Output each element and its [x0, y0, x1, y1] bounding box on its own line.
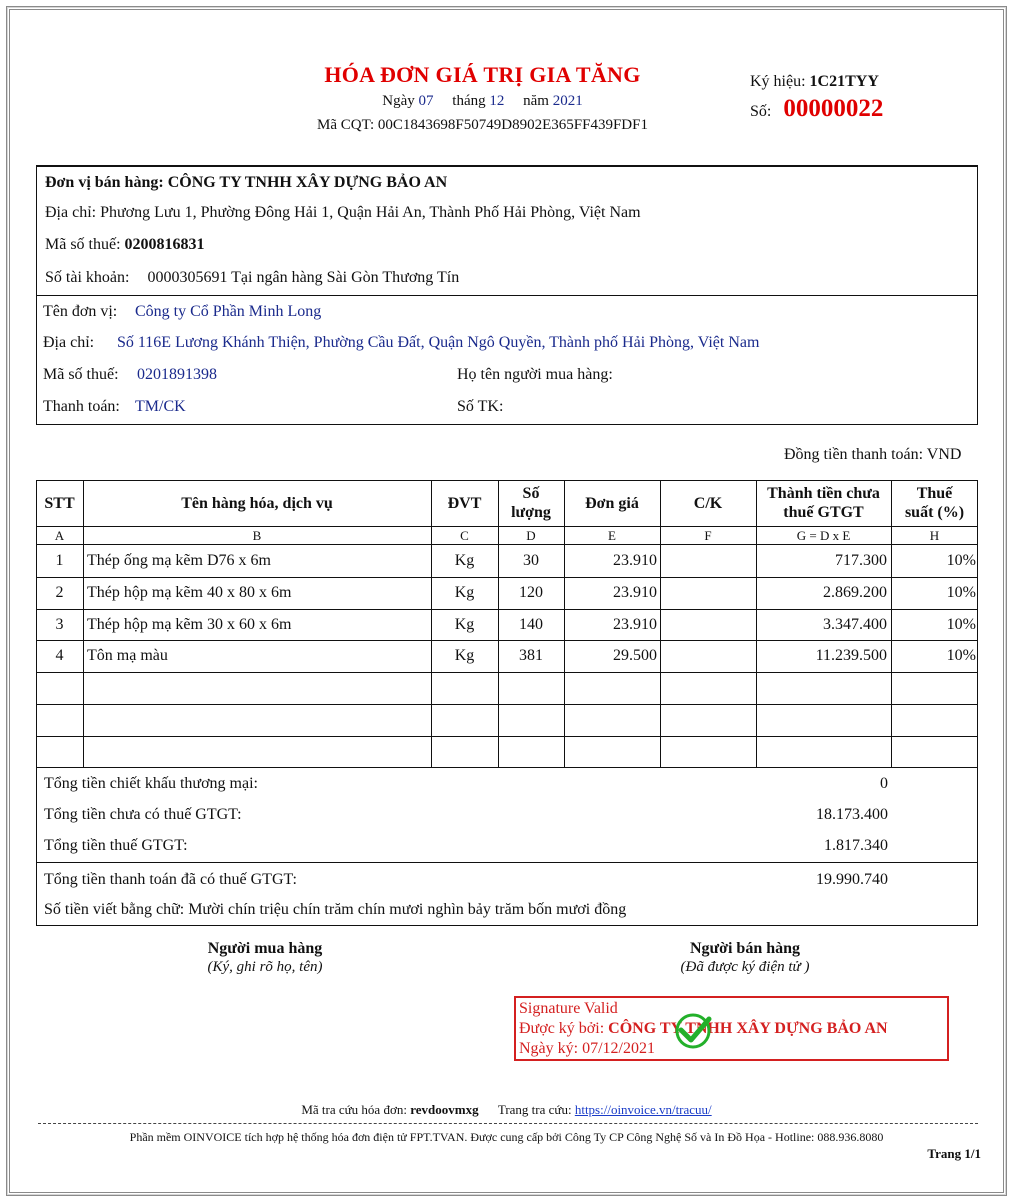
- col-letter: A: [54, 528, 65, 543]
- table-row-line: [36, 672, 978, 673]
- lookup-page-link[interactable]: https://oinvoice.vn/tracuu/: [574, 1102, 712, 1117]
- buyer-unit-label: Tên đơn vị:: [43, 303, 118, 320]
- seller-unit-value: CÔNG TY TNHH XÂY DỰNG BẢO AN: [167, 174, 448, 191]
- invoice-title: HÓA ĐƠN GIÁ TRỊ GIA TĂNG: [324, 62, 641, 87]
- col-header-qty-line2: lượng: [511, 504, 551, 521]
- row-stt: 1: [55, 552, 64, 569]
- table-divider: [660, 480, 661, 768]
- table-row-line: [36, 577, 978, 578]
- row-name: Tôn mạ màu: [87, 647, 168, 664]
- row-amount: 2.869.200: [823, 584, 887, 601]
- software-credit: Phần mềm OINVOICE tích hợp hệ thống hóa đơn điện tử FPT.TVAN. Được cung cấp bởi Công Ty CP Công Nghệ Số và In Đồ Họa - Hotline: 088.936.8080: [129, 1130, 884, 1144]
- col-letter: H: [929, 528, 940, 543]
- total-label: Tổng tiền thanh toán đã có thuế GTGT:: [44, 871, 297, 888]
- table-divider: [83, 480, 84, 768]
- seller-account-label: Số tài khoản:: [45, 269, 130, 286]
- stamp-signed-by-label: Được ký bởi:: [519, 1020, 605, 1037]
- buyer-address-value: Số 116E Lương Khánh Thiện, Phường Cầu Đất, Quận Ngô Quyền, Thành phố Hải Phòng, Việt Nam: [117, 334, 760, 351]
- seller-unit: [45, 174, 447, 192]
- symbol: [750, 73, 879, 91]
- seller-box-top-border: [36, 165, 978, 167]
- pretax-value: 18.173.400: [816, 806, 888, 823]
- row-qty: 140: [519, 616, 543, 633]
- stamp-signed-by-value: CÔNG TY TNHH XÂY DỰNG BẢO AN: [608, 1020, 888, 1037]
- col-header-qty: [498, 484, 564, 522]
- col-header-name: Tên hàng hóa, dịch vụ: [181, 495, 333, 512]
- lookup-code: revdoovmxg: [410, 1102, 479, 1117]
- discount-value: 0: [880, 775, 888, 792]
- row-name: Thép ống mạ kẽm D76 x 6m: [87, 552, 271, 569]
- row-amount: 717.300: [835, 552, 887, 569]
- totals-divider: [36, 862, 978, 863]
- month-value: 12: [489, 93, 505, 109]
- row-price: 23.910: [613, 616, 657, 633]
- col-header-price: Đơn giá: [585, 495, 639, 512]
- day-label: Ngày: [382, 93, 415, 109]
- col-header-tax-line2: suất (%): [904, 504, 965, 521]
- col-header-amount: [756, 484, 891, 522]
- row-price: 23.910: [613, 552, 657, 569]
- seller-signature-title: Người bán hàng: [689, 940, 801, 957]
- row-unit: Kg: [454, 616, 475, 633]
- col-header-ck: C/K: [693, 495, 723, 512]
- seller-tax: [45, 236, 205, 254]
- lookup-line: [0, 1102, 1013, 1118]
- table-row-line: [36, 544, 978, 545]
- row-tax: 10%: [946, 647, 976, 664]
- discount-label: Tổng tiền chiết khấu thương mại:: [44, 775, 258, 792]
- row-qty: 30: [523, 552, 539, 569]
- signature-stamp: [514, 996, 949, 1061]
- row-amount: 3.347.400: [823, 616, 887, 633]
- row-unit: Kg: [454, 584, 475, 601]
- col-header-stt: STT: [44, 495, 75, 512]
- invoice-number-label: Số:: [750, 103, 772, 120]
- col-letter: F: [704, 528, 712, 543]
- buyer-tax-value: 0201891398: [137, 366, 217, 383]
- buyer-signature-title: Người mua hàng: [207, 940, 323, 957]
- stamp-date: Ngày ký: 07/12/2021: [519, 1040, 655, 1057]
- col-header-amount-line1: Thành tiền chưa: [767, 485, 880, 502]
- payment-value: TM/CK: [135, 398, 186, 415]
- row-tax: 10%: [946, 584, 976, 601]
- row-unit: Kg: [454, 647, 475, 664]
- vat-value: 1.817.340: [824, 837, 888, 854]
- buyer-name-label: Họ tên người mua hàng:: [457, 366, 613, 383]
- total-value: 19.990.740: [816, 871, 888, 888]
- row-stt: 3: [55, 616, 64, 633]
- buyer-unit-value: Công ty Cổ Phần Minh Long: [135, 303, 322, 320]
- table-row-line: [36, 609, 978, 610]
- currency: Đồng tiền thanh toán: VND: [784, 446, 962, 463]
- col-letter: E: [608, 528, 616, 543]
- col-header-tax: [891, 484, 978, 522]
- row-name: Thép hộp mạ kẽm 30 x 60 x 6m: [87, 616, 292, 633]
- check-icon: [672, 1010, 714, 1052]
- col-letter: C: [460, 528, 469, 543]
- seller-address: Địa chỉ: Phương Lưu 1, Phường Đông Hải 1, Quận Hải An, Thành Phố Hải Phòng, Việt Nam: [45, 204, 641, 221]
- row-amount: 11.239.500: [815, 647, 887, 664]
- row-tax: 10%: [946, 552, 976, 569]
- year-value: 2021: [552, 93, 583, 109]
- col-header-tax-line1: Thuế: [916, 485, 953, 502]
- row-stt: 2: [55, 584, 64, 601]
- lookup-code-label: Mã tra cứu hóa đơn:: [301, 1102, 407, 1117]
- amount-in-words: Số tiền viết bằng chữ: Mười chín triệu chín trăm chín mươi nghìn bảy trăm bốn mươi đồng: [44, 901, 627, 918]
- day-value: 07: [418, 93, 434, 109]
- row-price: 23.910: [613, 584, 657, 601]
- col-header-unit: ĐVT: [447, 495, 482, 512]
- col-letter: G = D x E: [796, 528, 851, 543]
- row-tax: 10%: [946, 616, 976, 633]
- seller-tax-value: 0200816831: [124, 236, 205, 253]
- stamp-valid: Signature Valid: [519, 1000, 618, 1017]
- buyer-account-label: Số TK:: [457, 398, 504, 415]
- row-unit: Kg: [454, 552, 475, 569]
- row-name: Thép hộp mạ kẽm 40 x 80 x 6m: [87, 584, 292, 601]
- seller-unit-label: Đơn vị bán hàng:: [45, 174, 164, 191]
- seller-signature-note: (Đã được ký điện tử ): [680, 959, 810, 975]
- vat-label: Tổng tiền thuế GTGT:: [44, 837, 188, 854]
- pretax-label: Tổng tiền chưa có thuế GTGT:: [44, 806, 242, 823]
- seller-account-value: 0000305691 Tại ngân hàng Sài Gòn Thương Tín: [147, 269, 460, 286]
- year-label: năm: [523, 93, 549, 109]
- lookup-page-label: Trang tra cứu:: [497, 1102, 572, 1117]
- cqt-code: Mã CQT: 00C1843698F50749D8902E365FF439FDF1: [317, 117, 648, 133]
- row-stt: 4: [55, 647, 64, 664]
- symbol-label: Ký hiệu:: [750, 73, 806, 90]
- col-header-amount-line2: thuế GTGT: [783, 504, 864, 521]
- seller-tax-label: Mã số thuế:: [45, 236, 121, 253]
- footer-dashed-divider: [38, 1123, 978, 1124]
- row-qty: 381: [519, 647, 543, 664]
- buyer-address-label: Địa chỉ:: [43, 334, 95, 351]
- table-row-line: [36, 736, 978, 737]
- table-row-line: [36, 704, 978, 705]
- payment-label: Thanh toán:: [43, 398, 120, 415]
- table-row-line: [36, 526, 978, 527]
- col-header-qty-line1: Số: [522, 485, 540, 502]
- row-price: 29.500: [613, 647, 657, 664]
- invoice-number: [750, 95, 883, 123]
- table-row-line: [36, 640, 978, 641]
- buyer-signature-note: (Ký, ghi rõ họ, tên): [207, 959, 323, 975]
- page-number: Trang 1/1: [927, 1146, 981, 1161]
- invoice-number-value: 00000022: [783, 95, 884, 122]
- seller-account: [45, 269, 459, 287]
- col-letter: D: [526, 528, 536, 543]
- buyer-tax-label: Mã số thuế:: [43, 366, 119, 383]
- col-letter: B: [252, 528, 262, 543]
- month-label: tháng: [452, 93, 486, 109]
- row-qty: 120: [519, 584, 543, 601]
- symbol-value: 1C21TYY: [809, 73, 879, 90]
